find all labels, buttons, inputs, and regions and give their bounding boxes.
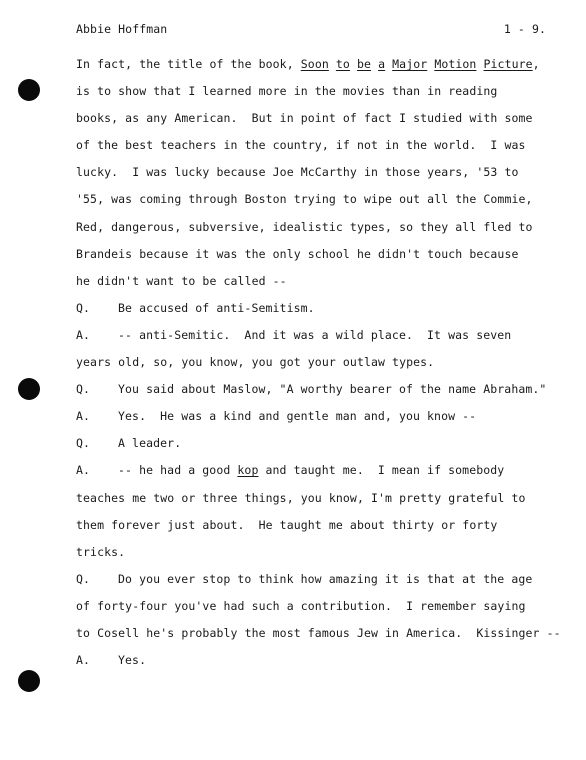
text-line: to Cosell he's probably the most famous Jew in America. Kissinger -- (76, 625, 561, 640)
text-segment: , (532, 57, 540, 71)
book-title-word: to (335, 57, 350, 71)
speaker-label: A. (76, 327, 91, 342)
question-line (76, 379, 576, 406)
speaker-label: A. (76, 463, 91, 478)
text-line: is to show that I learned more in the movies than in reading (76, 84, 498, 99)
speaker-label: Q. (76, 571, 91, 586)
book-title-word: Major (392, 57, 428, 71)
page-header (76, 22, 546, 42)
interviewee-name: Abbie Hoffman (76, 22, 168, 36)
binder-hole (18, 378, 40, 400)
text-segment: You said about Maslow, "A worthy bearer of the name Abraham." (118, 382, 547, 397)
answer-line (76, 406, 576, 433)
page-number: 1 - 9. (503, 22, 546, 36)
text-segment: -- anti-Semitic. And it was a wild place. It was seven (118, 327, 512, 342)
text-line: tricks. (76, 544, 126, 559)
text-line: of the best teachers in the country, if not in the world. I was (76, 138, 526, 153)
answer-line (76, 325, 576, 352)
question-line (76, 298, 576, 325)
text-segment: In fact, the title of the book, (76, 57, 301, 71)
text-segment: Be accused of anti-Semitism. (118, 300, 315, 315)
text-segment: Yes. He was a kind and gentle man and, you know -- (118, 409, 477, 424)
binder-hole (18, 670, 40, 692)
underlined-word: kop (237, 463, 259, 478)
speaker-label: A. (76, 409, 91, 424)
speaker-label: A. (76, 653, 91, 668)
book-title-word: a (378, 57, 386, 71)
text-line: books, as any American. But in point of fact I studied with some (76, 111, 533, 126)
transcript-body (76, 54, 576, 677)
speaker-label: Q. (76, 382, 91, 397)
text-line: Brandeis because it was the only school he didn't touch because (76, 246, 519, 261)
text-line: years old, so, you know, you got your outlaw types. (76, 355, 435, 370)
text-line: he didn't want to be called -- (76, 273, 287, 288)
text-line: teaches me two or three things, you know, I'm pretty grateful to (76, 490, 526, 505)
book-title-word: Picture (483, 57, 533, 71)
speaker-label: Q. (76, 436, 91, 451)
text-segment: Yes. (118, 653, 147, 668)
text-line: of forty-four you've had such a contribution. I remember saying (76, 598, 526, 613)
answer-line (76, 650, 576, 677)
speaker-label: Q. (76, 300, 91, 315)
book-title-word: Soon (300, 57, 329, 71)
text-segment: and taught me. I mean if somebody (258, 463, 505, 478)
answer-line (76, 460, 576, 487)
book-title-word: be (357, 57, 372, 71)
binder-hole (18, 79, 40, 101)
text-line: lucky. I was lucky because Joe McCarthy in those years, '53 to (76, 165, 519, 180)
question-line (76, 433, 576, 460)
text-line (76, 54, 576, 81)
text-line: '55, was coming through Boston trying to wipe out all the Commie, (76, 192, 533, 207)
text-line: Red, dangerous, subversive, idealistic types, so they all fled to (76, 219, 533, 234)
book-title-word: Motion (434, 57, 477, 71)
text-line: them forever just about. He taught me about thirty or forty (76, 517, 498, 532)
text-segment: -- he had a good (118, 463, 238, 478)
text-segment: Do you ever stop to think how amazing it is that at the age (118, 571, 533, 586)
text-segment: A leader. (118, 436, 182, 451)
question-line (76, 569, 576, 596)
